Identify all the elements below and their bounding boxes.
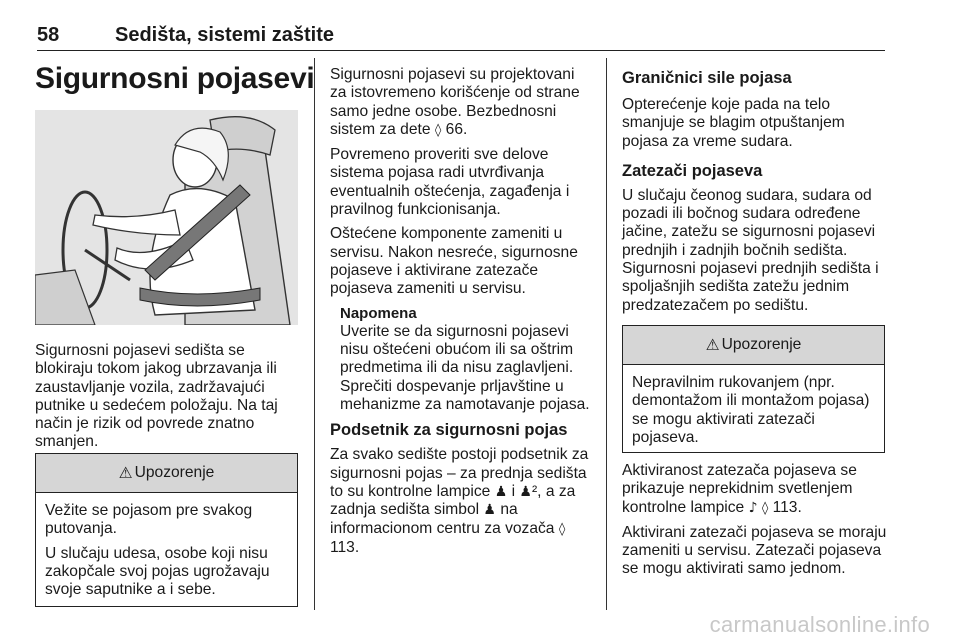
watermark: carmanualsonline.info — [709, 612, 930, 637]
inspection-paragraph: Povremeno proveriti sve delove sistema pojasa radi utvrđivanja eventualnih oštećenja, zagađenja i pravilnog funkcionisanja. — [330, 146, 570, 219]
limiter-paragraph: Opterećenje koje pada na telo smanjuje se blagim otpuštanjem pojasa za vreme sudara. — [622, 96, 845, 150]
column-1 — [35, 342, 299, 458]
activation-text: Aktiviranost zatezača pojaseva se prikazuje neprekidnim svetlenjem kontrolne lampice — [622, 462, 857, 516]
warning-text-2: U slučaju udesa, osobe koji nisu zakopčale svoj pojas ugrožavaju svoje saputnike a i sebe. — [45, 544, 270, 599]
warning-body — [623, 365, 884, 447]
warning-triangle-icon: ⚠ — [118, 464, 133, 482]
tensioner-paragraph: U slučaju čeonog sudara, sudara od pozadi ili bočnog sudara određene jačine, zatežu se sigurnosni pojasevi prednjih i zadnjih bočnih sedišta. Sigurnosni pojasevi prednjih sedišta i spoljašnjih sedišta zatežu jednim predzatezačem po sedištu. — [622, 186, 879, 314]
page-ref-66[interactable]: 66. — [445, 120, 468, 138]
column-2 — [330, 66, 592, 563]
warning-text: Nepravilnim rukovanjem (npr. demontažom ili montažom pojasa) se mogu aktivirati zatezači pojaseva. — [632, 374, 870, 446]
page-number: 58 — [37, 24, 60, 46]
column-3 — [622, 68, 888, 321]
warning-title: Upozorenje — [721, 336, 802, 353]
usage-text: Sigurnosni pojasevi su projektovani za istovremeno korišćenje od strane samo jedne osobe. Bezbednosni sistem za dete — [330, 66, 580, 138]
column-divider-1 — [314, 58, 315, 610]
seatbelt-illustration — [35, 110, 298, 325]
column-divider-2 — [606, 58, 607, 610]
reminder-paragraph — [330, 446, 592, 557]
reminder-text-b: i — [507, 482, 520, 500]
usage-paragraph — [330, 66, 592, 140]
reminder-text-d: na informacionom centru za vozača — [330, 501, 559, 537]
intro-paragraph: Sigurnosni pojasevi sedišta se blokiraju tokom jakog ubrzavanja ili zaustavljanje vozila, zadržavajući putnike u sedećem položaju. Na taj način je rizik od povrede znatno smanjen. — [35, 342, 278, 451]
reminder-text-c: , a za zadnja sedišta simbol — [330, 482, 576, 519]
activation-paragraph — [622, 462, 888, 518]
note-text: Uverite se da sigurnosni pojasevi nisu oštećeni obućom ili sa oštrim predmetima ili da nisu zaglavljeni. Sprečiti dospevanje prljavštine u mehanizme za namotavanje pojasa. — [340, 322, 590, 414]
section-title: Sigurnosni pojasevi — [35, 62, 315, 95]
rear-seatbelt-icon: ♟ — [483, 502, 496, 519]
warning-body — [36, 493, 297, 599]
warning-header — [36, 454, 297, 493]
limiter-heading: Graničnici sile pojasa — [622, 69, 792, 87]
airbag-warning-icon: ♪ — [748, 499, 758, 516]
page-ref-icon: ◊ — [558, 521, 566, 537]
note-block — [330, 305, 592, 415]
page-header — [37, 20, 885, 51]
page-ref-icon: ◊ — [761, 500, 769, 516]
page-ref-icon: ◊ — [434, 122, 442, 138]
column-3-lower — [622, 462, 888, 585]
seatbelt-warning-2-icon: ♟ — [519, 483, 532, 500]
driver-with-seatbelt-icon — [35, 110, 298, 325]
warning-text-1: Vežite se pojasom pre svakog putovanja. — [45, 502, 253, 538]
seatbelt-2-suffix: ² — [531, 482, 538, 500]
seatbelt-warning-icon: ♟ — [494, 483, 508, 500]
warning-box-1 — [35, 453, 298, 607]
page-ref-113[interactable]: 113. — [330, 538, 360, 556]
warning-title: Upozorenje — [134, 464, 215, 481]
reminder-heading: Podsetnik za sigurnosni pojas — [330, 421, 568, 440]
tensioner-heading: Zatezači pojaseva — [622, 161, 763, 180]
replace-tensioner-paragraph: Aktivirani zatezači pojaseva se moraju zameniti u servisu. Zatezači pojaseva se mogu aktivirati samo jednom. — [622, 523, 887, 578]
warning-triangle-icon: ⚠ — [705, 336, 720, 354]
replacement-paragraph: Oštećene komponente zameniti u servisu. Nakon nesreće, sigurnosne pojaseve i aktivirane zatezače pojaseva zameniti u servisu. — [330, 225, 578, 298]
warning-box-2 — [622, 325, 885, 453]
chapter-title: Sedišta, sistemi zaštite — [115, 24, 334, 46]
note-label: Napomena — [340, 304, 417, 322]
page-ref-113[interactable]: 113. — [772, 498, 802, 516]
warning-header — [623, 326, 884, 365]
reminder-text-a: Za svako sedište postoji podsetnik za sigurnosni pojas – za prednja sedišta to su kontrolne lampice — [330, 446, 589, 500]
